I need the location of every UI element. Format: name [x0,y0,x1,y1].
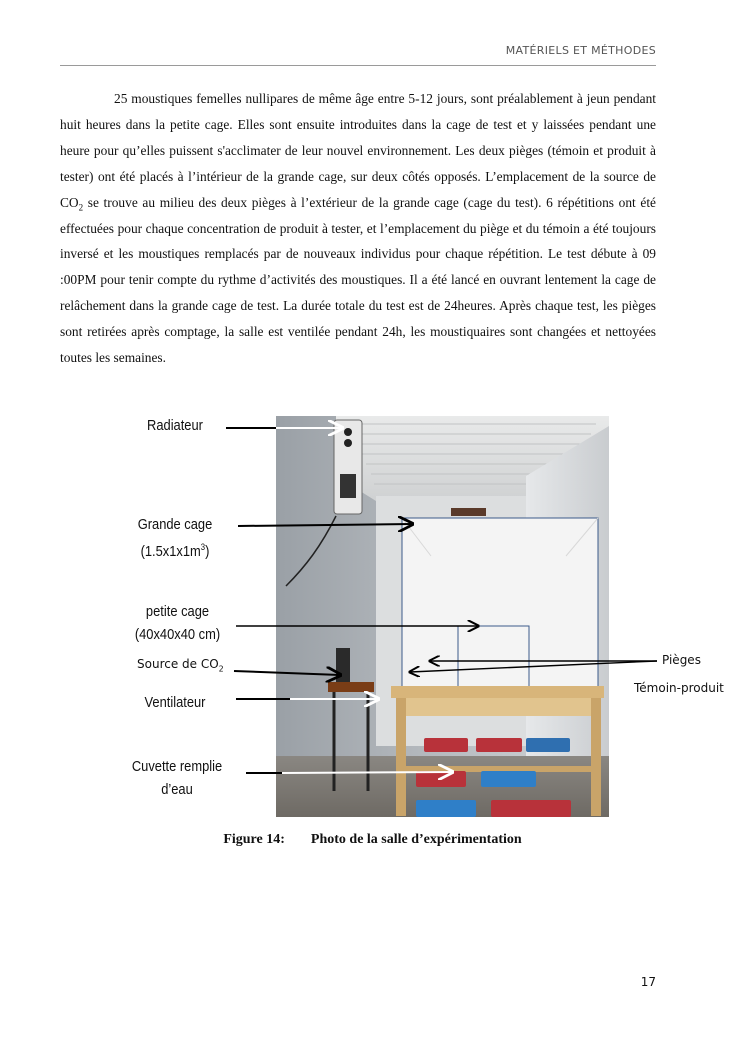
label-radiateur: Radiateur [147,417,203,434]
text-part-3: se trouve au milieu des deux pièges à l’extérieur de la grande cage (cage du test). 6 répétitions ont été effectuées pour chaque concentration de produit à tester, et l’emplacement du piège et du témoin a été toujours inversé et les moustiques remplacés par de nouveaux individus pour chaque répétition. Le test débute à 09 :00PM pour tenir compte du rythme d’activités des moustiques. Il a été lancé en ouvrant lentement la cage de relâchement dans la grande cage de test. La durée totale du test est de 24heures. Après chaque test, les pièges sont retirées après comptage, la salle est ventilée pendant 24h, les moustiquaires sont changées et nettoyées toutes les semaines. [60,194,656,366]
header-rule [60,65,656,66]
label-petite-cage-line1: petite cage [145,603,210,620]
label-cuvette-line1: Cuvette remplie [131,758,223,775]
figure-title: Photo de la salle d’expérimentation [310,832,522,847]
text-emphasis: femelles nullipares [196,91,299,106]
label-pieges: Pièges [662,653,701,667]
label-petite-cage-line2: (40x40x40 cm) [134,626,221,643]
text-part-2: de même âge entre 5-12 jours, sont préalablement à jeun pendant huit heures dans la petite cage. Elles sont ensuite introduites dans la cage de test et y laissées pendant une heure pour qu’elles puissent s'acclimater de leur nouvel environnement. Les deux pièges (témoin et produit à tester) ont été placés à l’intérieur de la grande cage, sur deux côtés opposés. L’emplacement de la source de CO [60,91,656,210]
co2-subscript: 2 [78,202,84,213]
label-grande-cage-line1: Grande cage [137,516,213,533]
room-photo [276,416,609,817]
label-grande-cage [123,513,226,563]
label-temoin-produit: Témoin-produit [634,681,724,695]
label-ventilateur: Ventilateur [144,694,206,711]
page-number: 17 [640,975,656,989]
running-header: MATÉRIELS ET MÉTHODES [505,44,656,57]
body-paragraph [60,86,656,371]
label-grande-cage-line2: $(1.5x1x1m^3)$ [140,542,210,560]
text-part-1: 25 moustiques [114,91,197,106]
figure-caption [0,832,745,848]
label-source-co2: Source de $CO_2$ [137,657,224,674]
label-cuvette [121,755,233,801]
figure-number: Figure 14: [223,832,285,847]
label-petite-cage [124,600,232,646]
label-cuvette-line2: d’eau [161,781,193,798]
